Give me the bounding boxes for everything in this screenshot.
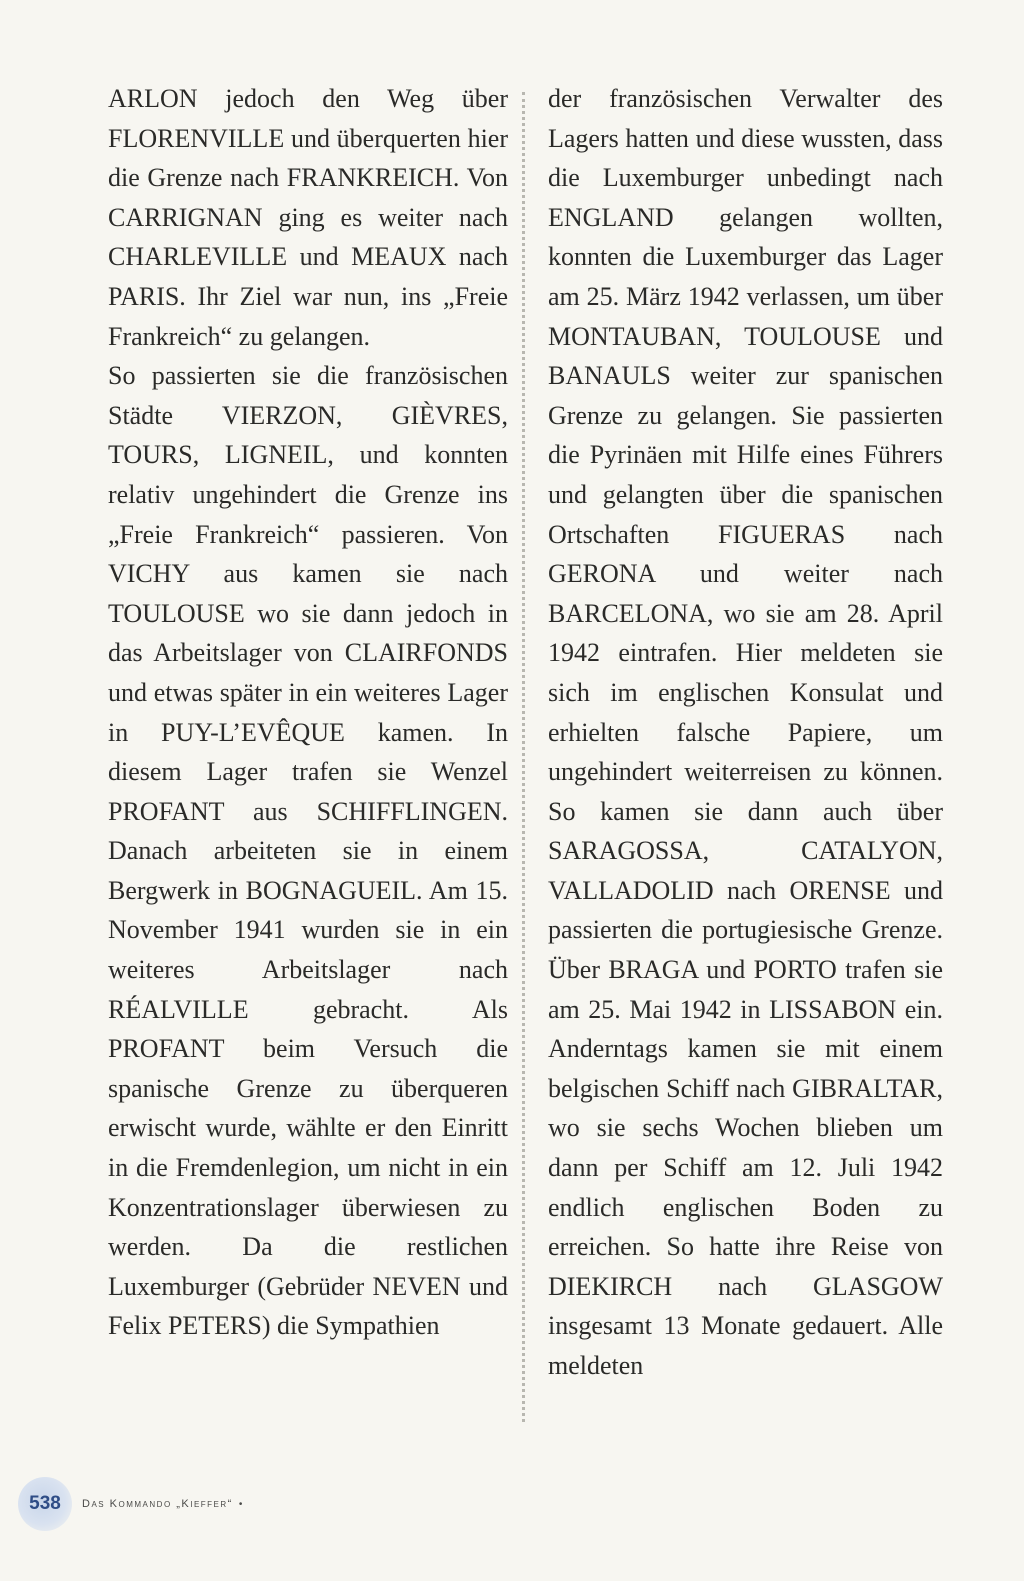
paragraph: ARLON jedoch den Weg über FLORENVILLE und überquerten hier die Grenze nach FRANKREICH. Von CARRIGNAN ging es weiter nach CHARLEVILLE und MEAUX nach PARIS. Ihr Ziel war nun, ins „Freie Frankreich“ zu gelangen.: [108, 84, 508, 351]
column-divider: [522, 92, 525, 1422]
page-number: 538: [29, 1493, 61, 1514]
left-text-column: [108, 79, 508, 1346]
paragraph: So passierten sie die französischen Städte VIERZON, GIÈVRES, TOURS, LIGNEIL, und konnten relativ ungehindert die Grenze ins „Freie Frankreich“ passieren. Von VICHY aus kamen sie nach TOULOUSE wo sie dann jedoch in das Arbeitslager von CLAIRFONDS und etwas später in ein weiteres Lager in PUY-L’EVÊQUE kamen. In diesem Lager trafen sie Wenzel PROFANT aus SCHIFFLINGEN. Danach arbeiteten sie in einem Bergwerk in BOGNAGUEIL. Am 15. November 1941 wurden sie in ein weiteres Arbeitslager nach RÉALVILLE gebracht. Als PROFANT beim Versuch die spanische Grenze zu überqueren erwischt wurde, wählte er den Einritt in die Fremdenlegion, um nicht in ein Konzentrationslager überwiesen zu werden. Da die restlichen Luxemburger (Gebrüder NEVEN und Felix PETERS) die Sympathien: [108, 361, 508, 1341]
running-head: Das Kommando „Kieffer“: [82, 1498, 233, 1510]
page-footer: [18, 1478, 242, 1530]
paragraph: der französischen Verwalter des Lagers hatten und diese wussten, dass die Luxemburger unbedingt nach ENGLAND gelangen wollten, konnten die Luxemburger das Lager am 25. März 1942 verlassen, um über MONTAUBAN, TOULOUSE und BANAULS weiter zur spanischen Grenze zu gelangen. Sie passierten die Pyrinäen mit Hilfe eines Führers und gelangten über die spanischen Ortschaften FIGUERAS nach GERONA und weiter nach BARCELONA, wo sie am 28. April 1942 eintrafen. Hier meldeten sie sich im englischen Konsulat und erhielten falsche Papiere, um ungehindert weiterreisen zu können. So kamen sie dann auch über SARAGOSSA, CATALYON, VALLADOLID nach ORENSE und passierten die portugiesische Grenze. Über BRAGA und PORTO trafen sie am 25. Mai 1942 in LISSABON ein. Anderntags kamen sie mit einem belgischen Schiff nach GIBRALTAR, wo sie sechs Wochen blieben um dann per Schiff am 12. Juli 1942 endlich englischen Boden zu erreichen. So hatte ihre Reise von DIEKIRCH nach GLASGOW insgesamt 13 Monate gedauert. Alle meldeten: [548, 84, 943, 1380]
bullet-icon: •: [238, 1498, 243, 1510]
page-number-badge: [18, 1477, 72, 1531]
right-text-column: [548, 79, 943, 1386]
